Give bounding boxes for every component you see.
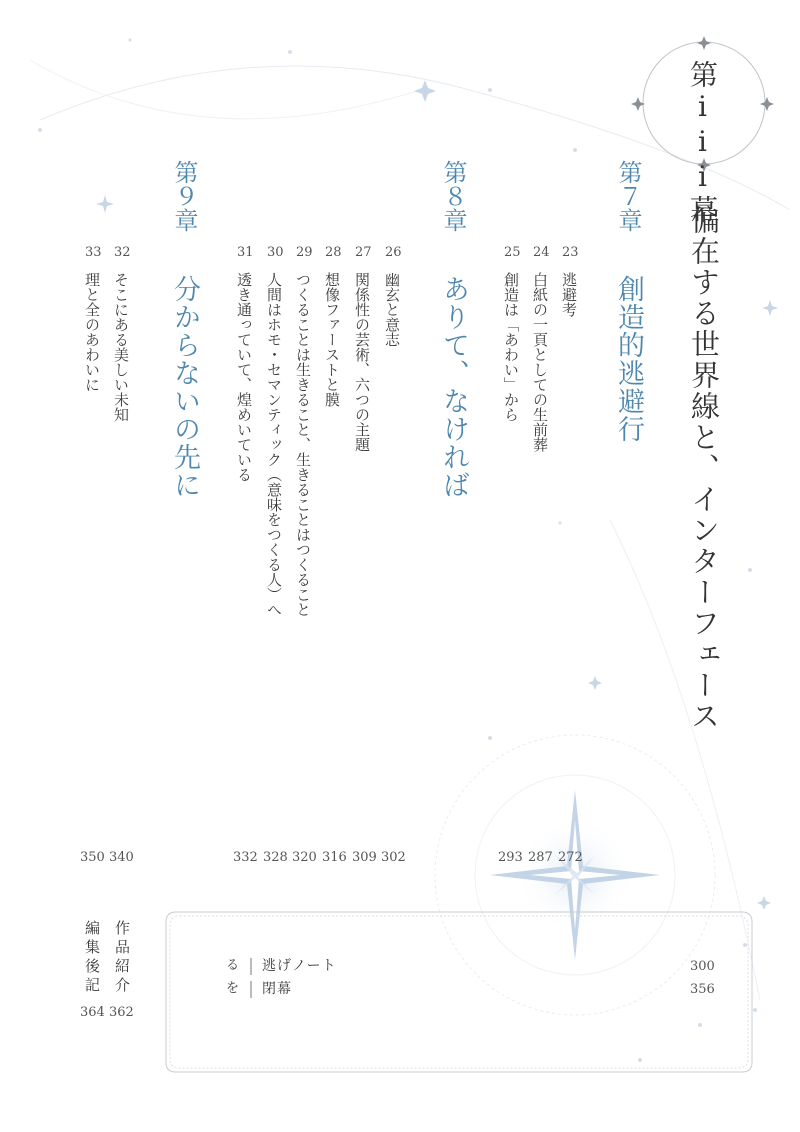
note-title: 閉幕 <box>262 981 292 997</box>
page-number: 302 <box>381 850 406 865</box>
page-number: 362 <box>109 1005 134 1020</box>
section-number: 33 <box>85 245 102 260</box>
page-number: 340 <box>109 850 134 865</box>
chapter-heading: 第９章 <box>170 160 198 232</box>
section-number: 30 <box>267 245 284 260</box>
part-title: 偏在する世界線と、インターフェース <box>687 205 721 732</box>
chapter-heading: 第７章 <box>614 160 642 232</box>
section-title: 想像ファーストと膜 <box>323 272 341 407</box>
section-number: 24 <box>533 245 550 260</box>
section-number: 26 <box>385 245 402 260</box>
act-label: 第iii幕 <box>686 60 719 225</box>
section-title: 逃避考 <box>560 272 578 317</box>
sparkle-star-icon <box>490 790 660 960</box>
page-number: 300 <box>690 959 715 974</box>
section-title: 創造は「あわい」から <box>502 272 520 422</box>
section-title: 理と全のあわいに <box>83 272 101 392</box>
section-number: 31 <box>237 245 254 260</box>
page-number: 316 <box>322 850 347 865</box>
section-number: 27 <box>355 245 372 260</box>
section-title: 関係性の芸術、六つの主題 <box>353 272 371 452</box>
note-title: 逃げノート <box>262 958 337 974</box>
page-number: 272 <box>558 850 583 865</box>
page-number: 309 <box>352 850 377 865</box>
section-title: 人間はホモ・セマンティック（意味をつくる人）へ <box>265 272 283 617</box>
section-title: 透き通っていて、煌めいている <box>235 272 253 482</box>
page-number: 328 <box>263 850 288 865</box>
section-title: 幽玄と意志 <box>383 272 401 347</box>
section-number: 29 <box>296 245 313 260</box>
page-number: 350 <box>80 850 105 865</box>
page-number: 356 <box>690 982 715 997</box>
note-prefix: を <box>226 981 240 996</box>
page-number: 287 <box>528 850 553 865</box>
section-title: つくることは生きること、生きることはつくること <box>294 272 312 617</box>
section-number: 25 <box>504 245 521 260</box>
chapter-subtitle: 分からないの先に <box>169 275 200 499</box>
section-title: そこにある美しい未知 <box>112 272 130 422</box>
chapter-subtitle: ありて、なければ <box>438 275 469 499</box>
works-title: 作品紹介 <box>113 920 131 996</box>
chapter-heading: 第８章 <box>439 160 467 232</box>
section-number: 28 <box>325 245 342 260</box>
section-number: 23 <box>562 245 579 260</box>
page-number: 293 <box>498 850 523 865</box>
editor-title: 編集後記 <box>83 920 101 996</box>
page-number: 332 <box>233 850 258 865</box>
section-title: 白紙の一頁としての生前葬 <box>531 272 549 452</box>
page-number: 364 <box>80 1005 105 1020</box>
page-number: 320 <box>292 850 317 865</box>
note-prefix: る <box>226 958 240 973</box>
chapter-subtitle: 創造的逃避行 <box>613 275 644 443</box>
section-number: 32 <box>114 245 131 260</box>
